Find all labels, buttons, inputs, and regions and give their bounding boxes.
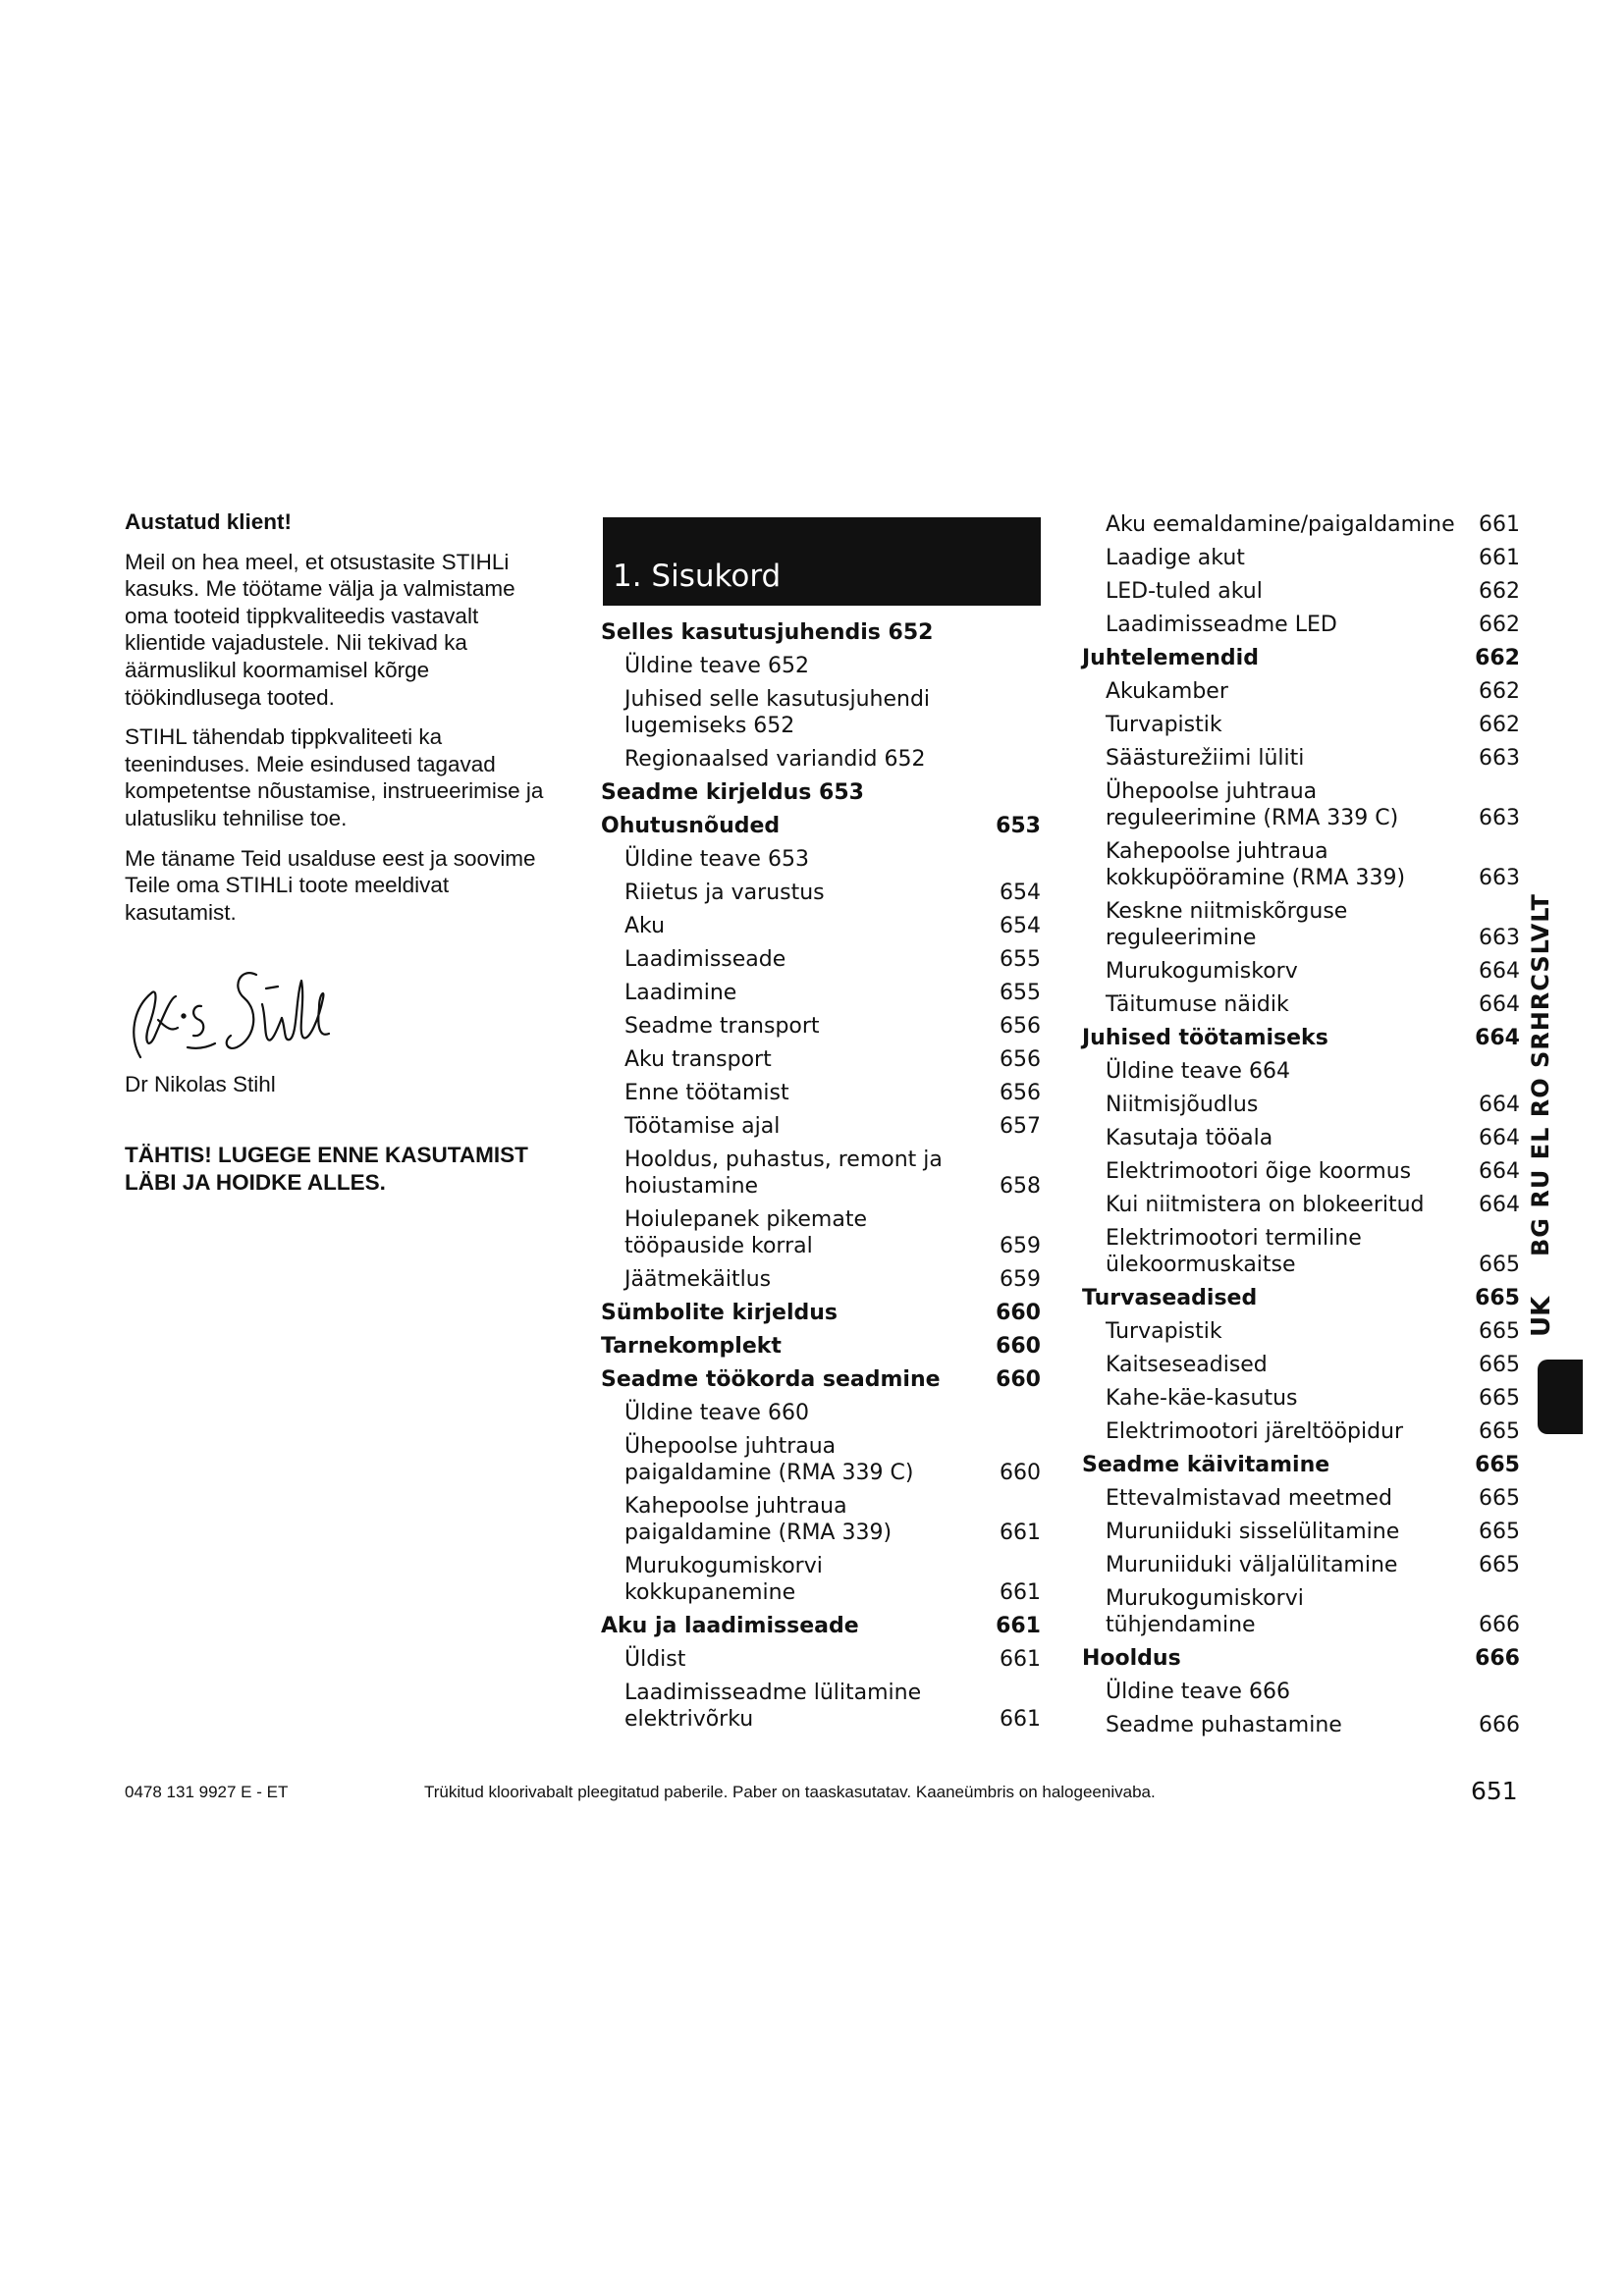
toc-entry-label: Jäätmekäitlus (624, 1267, 772, 1292)
toc-entry-page: 654 (1000, 914, 1041, 938)
toc-section-entry[interactable] (601, 813, 1041, 839)
toc-entry-page: 656 (1000, 1081, 1041, 1105)
language-codes: BG RU EL RO SRHRCSLVLT (1527, 893, 1554, 1256)
toc-entry-label: Selles kasutusjuhendis 652 (601, 620, 934, 645)
toc-subentry[interactable] (601, 1266, 1041, 1293)
toc-section-entry[interactable] (601, 1300, 1041, 1326)
toc-subentry[interactable] (1082, 778, 1520, 831)
toc-subentry[interactable] (601, 1646, 1041, 1673)
toc-subentry[interactable] (1082, 1225, 1520, 1278)
toc-entry-page: 663 (1479, 746, 1520, 771)
toc-entry-page: 657 (1000, 1114, 1041, 1139)
toc-entry-page: 663 (1479, 926, 1520, 950)
toc-entry-label: Seadme transport (624, 1014, 820, 1039)
toc-entry-page: 665 (1479, 1520, 1520, 1544)
toc-entry-page: 665 (1479, 1253, 1520, 1277)
language-tab-marker (1538, 1360, 1583, 1434)
toc-entry-page: 665 (1475, 1453, 1520, 1477)
toc-subentry[interactable] (601, 1400, 1041, 1426)
toc-entry-page: 666 (1475, 1646, 1520, 1671)
toc-subentry[interactable] (601, 1680, 1041, 1733)
toc-entry-label: Laadige akut (1106, 546, 1245, 570)
current-language: UK (1527, 1296, 1556, 1337)
toc-subentry[interactable] (1082, 958, 1520, 985)
toc-entry-label: Üldine teave 653 (624, 847, 809, 872)
toc-entry-page: 656 (1000, 1047, 1041, 1072)
toc-subentry[interactable] (601, 1493, 1041, 1546)
signer-name: Dr Nikolas Stihl (125, 1072, 276, 1097)
toc-subentry[interactable] (1082, 745, 1520, 772)
toc-subentry[interactable] (1082, 838, 1520, 891)
toc-entry-page: 662 (1479, 579, 1520, 604)
letter-paragraph-3: Me täname Teid usalduse eest ja soovime Teile oma STIHLi toote meeldivat kasutamist. (125, 845, 536, 925)
toc-entry-label: Seadme töökorda seadmine (601, 1367, 941, 1392)
toc-entry-label: Muruniiduki väljalülitamine (1106, 1553, 1398, 1577)
toc-entry-label: Sümbolite kirjeldus (601, 1301, 839, 1325)
toc-entry-label: Juhised selle kasutusjuhendi lugemiseks 652 (624, 687, 931, 738)
toc-entry-page: 662 (1479, 679, 1520, 704)
toc-section-entry[interactable] (601, 619, 1041, 646)
toc-subentry[interactable] (601, 653, 1041, 679)
toc-section-entry[interactable] (1082, 1025, 1520, 1051)
toc-entry-page: 661 (996, 1614, 1041, 1638)
toc-section-entry[interactable] (1082, 1452, 1520, 1478)
toc-entry-label: Niitmisjõudlus (1106, 1093, 1259, 1117)
toc-entry-label: Seadme käivitamine (1082, 1453, 1330, 1477)
toc-entry-label: Turvaseadised (1082, 1286, 1258, 1310)
toc-entry-page: 661 (1000, 1647, 1041, 1672)
toc-entry-page: 664 (1479, 1126, 1520, 1150)
toc-entry-page: 664 (1479, 992, 1520, 1017)
toc-entry-page: 663 (1479, 866, 1520, 890)
toc-subentry[interactable] (601, 1147, 1041, 1200)
toc-entry-page: 661 (1000, 1707, 1041, 1732)
warning-notice: TÄHTIS! LUGEGE ENNE KASUTAMIST LÄBI JA HOIDKE ALLES. (125, 1142, 528, 1195)
toc-entry-page: 666 (1479, 1713, 1520, 1737)
toc-subentry[interactable] (601, 980, 1041, 1006)
toc-subentry[interactable] (1082, 1552, 1520, 1578)
toc-entry-label: Ohutusnõuded (601, 814, 781, 838)
toc-entry-label: Murukogumiskorvi tühjendamine (1106, 1586, 1304, 1637)
toc-section-entry[interactable] (1082, 1285, 1520, 1311)
toc-entry-label: Seadme kirjeldus 653 (601, 780, 864, 805)
toc-entry-label: Kaitseseadised (1106, 1353, 1268, 1377)
toc-subentry[interactable] (1082, 511, 1520, 538)
toc-entry-label: Enne töötamist (624, 1081, 789, 1105)
toc-section-entry[interactable] (601, 1613, 1041, 1639)
toc-entry-label: Ettevalmistavad meetmed (1106, 1486, 1392, 1511)
paper-note: Trükitud kloorivabalt pleegitatud paberile. Paber on taaskasutatav. Kaaneümbris on halogeenivaba. (424, 1783, 1156, 1801)
toc-subentry[interactable] (1082, 1125, 1520, 1151)
toc-entry-page: 653 (996, 814, 1041, 838)
toc-subentry[interactable] (601, 946, 1041, 973)
toc-entry-page: 655 (1000, 947, 1041, 972)
toc-entry-page: 666 (1479, 1613, 1520, 1637)
toc-subentry[interactable] (1082, 1712, 1520, 1738)
toc-entry-label: Üldine teave 660 (624, 1401, 809, 1425)
toc-entry-label: Riietus ja varustus (624, 881, 825, 905)
toc-column-2 (1082, 511, 1520, 1745)
toc-heading-bar (603, 517, 1041, 606)
toc-subentry[interactable] (1082, 678, 1520, 705)
toc-entry-label: Akukamber (1106, 679, 1228, 704)
toc-subentry[interactable] (1082, 545, 1520, 571)
toc-subentry[interactable] (1082, 1192, 1520, 1218)
toc-entry-label: Kahepoolse juhtraua paigaldamine (RMA 339) (624, 1494, 893, 1545)
toc-subentry[interactable] (1082, 1158, 1520, 1185)
toc-entry-label: Muruniiduki sisselülitamine (1106, 1520, 1400, 1544)
toc-subentry[interactable] (601, 686, 1041, 739)
toc-subentry[interactable] (1082, 1585, 1520, 1638)
toc-entry-label: Hoiulepanek pikemate tööpauside korral (624, 1207, 868, 1258)
toc-entry-label: Hooldus (1082, 1646, 1181, 1671)
toc-entry-page: 665 (1479, 1319, 1520, 1344)
toc-entry-label: Üldine teave 666 (1106, 1680, 1290, 1704)
toc-entry-label: Kahe-käe-kasutus (1106, 1386, 1298, 1411)
toc-section-entry[interactable] (1082, 1645, 1520, 1672)
toc-entry-page: 660 (996, 1367, 1041, 1392)
toc-subentry[interactable] (601, 880, 1041, 906)
toc-subentry[interactable] (1082, 1418, 1520, 1445)
toc-entry-page: 665 (1479, 1419, 1520, 1444)
toc-entry-page: 665 (1479, 1553, 1520, 1577)
toc-entry-page: 656 (1000, 1014, 1041, 1039)
toc-subentry[interactable] (601, 1433, 1041, 1486)
toc-subentry[interactable] (1082, 1385, 1520, 1412)
toc-entry-label: Säästurežiimi lüliti (1106, 746, 1305, 771)
toc-entry-page: 665 (1479, 1353, 1520, 1377)
toc-subentry[interactable] (601, 1206, 1041, 1259)
toc-entry-label: Laadimisseade (624, 947, 786, 972)
toc-entry-label: Kasutaja tööala (1106, 1126, 1273, 1150)
toc-entry-label: Regionaalsed variandid 652 (624, 747, 926, 772)
toc-entry-label: Elektrimootori termiline ülekoormuskaitse (1106, 1226, 1362, 1277)
toc-subentry[interactable] (1082, 1485, 1520, 1512)
toc-entry-page: 664 (1479, 959, 1520, 984)
toc-entry-label: Keskne niitmiskõrguse reguleerimine (1106, 899, 1348, 950)
toc-entry-page: 660 (1000, 1461, 1041, 1485)
toc-section-entry[interactable] (1082, 645, 1520, 671)
toc-subentry[interactable] (601, 846, 1041, 873)
toc-list-2 (1082, 511, 1520, 1738)
toc-entry-label: Aku ja laadimisseade (601, 1614, 859, 1638)
toc-subentry[interactable] (601, 1080, 1041, 1106)
toc-subentry[interactable] (1082, 1092, 1520, 1118)
toc-entry-label: Laadimine (624, 981, 737, 1005)
toc-subentry[interactable] (1082, 1519, 1520, 1545)
toc-entry-page: 664 (1479, 1093, 1520, 1117)
toc-entry-label: Kahepoolse juhtraua kokkupööramine (RMA 339) (1106, 839, 1406, 890)
toc-subentry[interactable] (601, 1046, 1041, 1073)
letter-paragraph-2: STIHL tähendab tippkvaliteeti ka teeninduses. Meie esindused tagavad kompetentse nõustamise, instrueerimise ja ulatusliku tehnilise toe. (125, 724, 544, 830)
toc-entry-label: Juhised töötamiseks (1082, 1026, 1328, 1050)
toc-entry-page: 654 (1000, 881, 1041, 905)
toc-entry-page: 661 (1479, 512, 1520, 537)
toc-subentry[interactable] (1082, 898, 1520, 951)
toc-entry-page: 658 (1000, 1174, 1041, 1199)
toc-subentry[interactable] (601, 913, 1041, 939)
toc-entry-page: 659 (1000, 1267, 1041, 1292)
toc-entry-label: Täitumuse näidik (1106, 992, 1289, 1017)
toc-subentry[interactable] (601, 1553, 1041, 1606)
page-number: 651 (1471, 1777, 1518, 1805)
toc-subentry[interactable] (1082, 1679, 1520, 1705)
toc-entry-label: Aku eemaldamine/paigaldamine (1106, 512, 1455, 537)
toc-subentry[interactable] (601, 1113, 1041, 1140)
toc-entry-label: Juhtelemendid (1082, 646, 1259, 670)
toc-subentry[interactable] (1082, 1352, 1520, 1378)
toc-entry-page: 662 (1479, 713, 1520, 737)
toc-section-entry[interactable] (601, 1333, 1041, 1360)
toc-entry-label: LED-tuled akul (1106, 579, 1263, 604)
letter-paragraph-1: Meil on hea meel, et otsustasite STIHLi kasuks. Me töötame välja ja valmistame oma tooteid tippkvaliteedis vastavalt klientide vajadustele. Nii tekivad ka äärmuslikul koormamisel kõrge töökindlusega tooted. (125, 549, 515, 710)
toc-subentry[interactable] (1082, 1318, 1520, 1345)
toc-entry-page: 661 (1000, 1521, 1041, 1545)
toc-entry-label: Üldine teave 652 (624, 654, 809, 678)
toc-entry-page: 664 (1475, 1026, 1520, 1050)
toc-entry-label: Murukogumiskorvi kokkupanemine (624, 1554, 823, 1605)
toc-entry-label: Ühepoolse juhtraua reguleerimine (RMA 339 C) (1106, 779, 1399, 830)
toc-subentry[interactable] (601, 1013, 1041, 1040)
toc-entry-label: Seadme puhastamine (1106, 1713, 1342, 1737)
toc-entry-label: Hooldus, puhastus, remont ja hoiustamine (624, 1148, 943, 1199)
toc-subentry[interactable] (1082, 612, 1520, 638)
toc-subentry[interactable] (1082, 991, 1520, 1018)
toc-subentry[interactable] (601, 746, 1041, 773)
toc-subentry[interactable] (1082, 578, 1520, 605)
toc-list-1 (601, 619, 1041, 1733)
toc-column-1 (601, 517, 1041, 1739)
toc-entry-label: Elektrimootori õige koormus (1106, 1159, 1412, 1184)
letter-greeting: Austatud klient! (125, 509, 293, 534)
toc-entry-label: Aku (624, 914, 666, 938)
toc-entry-label: Ühepoolse juhtraua paigaldamine (RMA 339 C) (624, 1434, 914, 1485)
toc-section-entry[interactable] (601, 779, 1041, 806)
toc-entry-page: 662 (1475, 646, 1520, 670)
welcome-letter (125, 508, 557, 1209)
toc-entry-page: 665 (1475, 1286, 1520, 1310)
toc-entry-label: Üldine teave 664 (1106, 1059, 1290, 1084)
toc-entry-label: Üldist (624, 1647, 686, 1672)
toc-entry-page: 664 (1479, 1193, 1520, 1217)
toc-entry-label: Laadimisseadme LED (1106, 613, 1337, 637)
toc-entry-label: Aku transport (624, 1047, 772, 1072)
toc-entry-page: 660 (996, 1334, 1041, 1359)
toc-entry-label: Elektrimootori järeltööpidur (1106, 1419, 1404, 1444)
toc-entry-label: Tarnekomplekt (601, 1334, 782, 1359)
toc-entry-page: 655 (1000, 981, 1041, 1005)
toc-entry-page: 662 (1479, 613, 1520, 637)
toc-entry-page: 661 (1479, 546, 1520, 570)
document-code: 0478 131 9927 E - ET (125, 1783, 289, 1801)
toc-entry-page: 665 (1479, 1486, 1520, 1511)
signature-image (119, 959, 345, 1067)
toc-entry-page: 664 (1479, 1159, 1520, 1184)
toc-entry-label: Murukogumiskorv (1106, 959, 1298, 984)
toc-heading: 1. Sisukord (613, 559, 782, 594)
toc-entry-page: 665 (1479, 1386, 1520, 1411)
toc-subentry[interactable] (1082, 1058, 1520, 1085)
toc-entry-page: 663 (1479, 806, 1520, 830)
toc-entry-page: 659 (1000, 1234, 1041, 1258)
toc-entry-label: Laadimisseadme lülitamine elektrivõrku (624, 1681, 922, 1732)
toc-entry-page: 660 (996, 1301, 1041, 1325)
toc-subentry[interactable] (1082, 712, 1520, 738)
toc-entry-label: Kui niitmistera on blokeeritud (1106, 1193, 1425, 1217)
toc-entry-label: Turvapistik (1106, 1319, 1222, 1344)
toc-entry-label: Turvapistik (1106, 713, 1222, 737)
toc-section-entry[interactable] (601, 1366, 1041, 1393)
toc-entry-page: 661 (1000, 1580, 1041, 1605)
toc-entry-label: Töötamise ajal (624, 1114, 781, 1139)
